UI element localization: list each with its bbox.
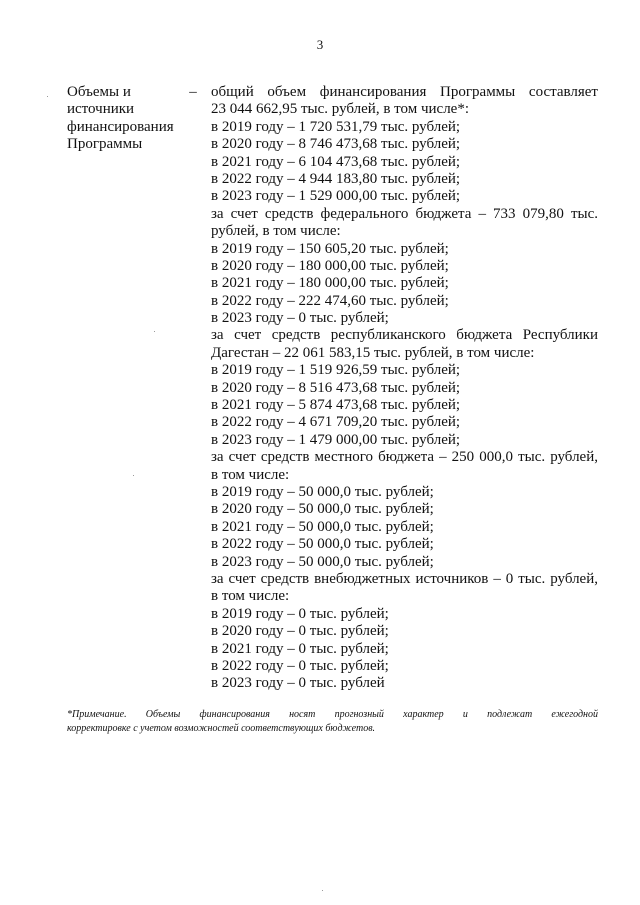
financing-line: в 2022 году – 4 671 709,20 тыс. рублей; [211, 414, 461, 431]
financing-line: в 2019 году – 150 605,20 тыс. рублей; [211, 240, 449, 257]
scan-speck [322, 890, 323, 891]
financing-line: в 2023 году – 1 529 000,00 тыс. рублей; [211, 188, 461, 205]
financing-line: в 2019 году – 50 000,0 тыс. рублей; [211, 483, 434, 500]
financing-line: в 2022 году – 0 тыс. рублей; [211, 657, 389, 674]
label-line: Объемы и [67, 84, 131, 100]
financing-line: общий объем финансирования Программы составляет [211, 84, 598, 100]
financing-line: в 2019 году – 0 тыс. рублей; [211, 605, 389, 622]
financing-line: в 2020 году – 50 000,0 тыс. рублей; [211, 501, 434, 518]
financing-line: в 2021 году – 5 874 473,68 тыс. рублей; [211, 397, 461, 414]
financing-line: в 2023 году – 0 тыс. рублей [211, 675, 385, 692]
financing-line: в 2021 году – 6 104 473,68 тыс. рублей; [211, 153, 461, 170]
financing-line: 23 044 662,95 тыс. рублей, в том числе*: [211, 101, 470, 118]
financing-line: в 2022 году – 50 000,0 тыс. рублей; [211, 536, 434, 553]
financing-line: в 2023 году – 0 тыс. рублей; [211, 310, 389, 327]
financing-line: за счет средств внебюджетных источников – 0 тыс. рублей, [211, 570, 598, 587]
financing-line: рублей, в том числе: [211, 223, 341, 240]
financing-line: за счет средств местного бюджета – 250 000,0 тыс. рублей, [211, 449, 598, 466]
label-line: финансирования [67, 118, 174, 135]
financing-line: в том числе: [211, 466, 290, 483]
financing-line: в том числе: [211, 588, 290, 605]
scan-speck [154, 331, 155, 332]
label-line: источники [67, 101, 135, 118]
financing-details [211, 84, 598, 693]
financing-line: в 2021 году – 50 000,0 тыс. рублей; [211, 518, 434, 535]
financing-line: в 2022 году – 222 474,60 тыс. рублей; [211, 292, 449, 309]
financing-line: в 2020 году – 180 000,00 тыс. рублей; [211, 257, 449, 274]
financing-line: в 2020 году – 8 746 473,68 тыс. рублей; [211, 136, 461, 153]
financing-line: в 2023 году – 1 479 000,00 тыс. рублей; [211, 431, 461, 448]
financing-line: за счет средств республиканского бюджета Республики [211, 327, 598, 344]
dash-separator: – [189, 84, 197, 100]
financing-line: Дагестан – 22 061 583,15 тыс. рублей, в том числе: [211, 344, 535, 361]
financing-line: в 2020 году – 8 516 473,68 тыс. рублей; [211, 379, 461, 396]
financing-line: в 2022 году – 4 944 183,80 тыс. рублей; [211, 170, 461, 187]
financing-line: в 2019 году – 1 720 531,79 тыс. рублей; [211, 118, 461, 135]
footnote [67, 708, 598, 736]
scan-speck [133, 475, 134, 476]
footnote-line: *Примечание. Объемы финансирования носят прогнозный характер и подлежат ежегодной [67, 709, 598, 720]
financing-line: в 2020 году – 0 тыс. рублей; [211, 623, 389, 640]
scan-speck [47, 96, 48, 97]
financing-line: в 2021 году – 180 000,00 тыс. рублей; [211, 275, 449, 292]
financing-line: в 2021 году – 0 тыс. рублей; [211, 640, 389, 657]
financing-label [67, 84, 187, 154]
financing-line: в 2023 году – 50 000,0 тыс. рублей; [211, 553, 434, 570]
label-line: Программы [67, 136, 143, 153]
financing-line: в 2019 году – 1 519 926,59 тыс. рублей; [211, 362, 461, 379]
page-number: 3 [316, 37, 324, 52]
footnote-line: корректировке с учетом возможностей соответствующих бюджетов. [67, 723, 376, 734]
financing-line: за счет средств федерального бюджета – 733 079,80 тыс. [211, 205, 598, 222]
